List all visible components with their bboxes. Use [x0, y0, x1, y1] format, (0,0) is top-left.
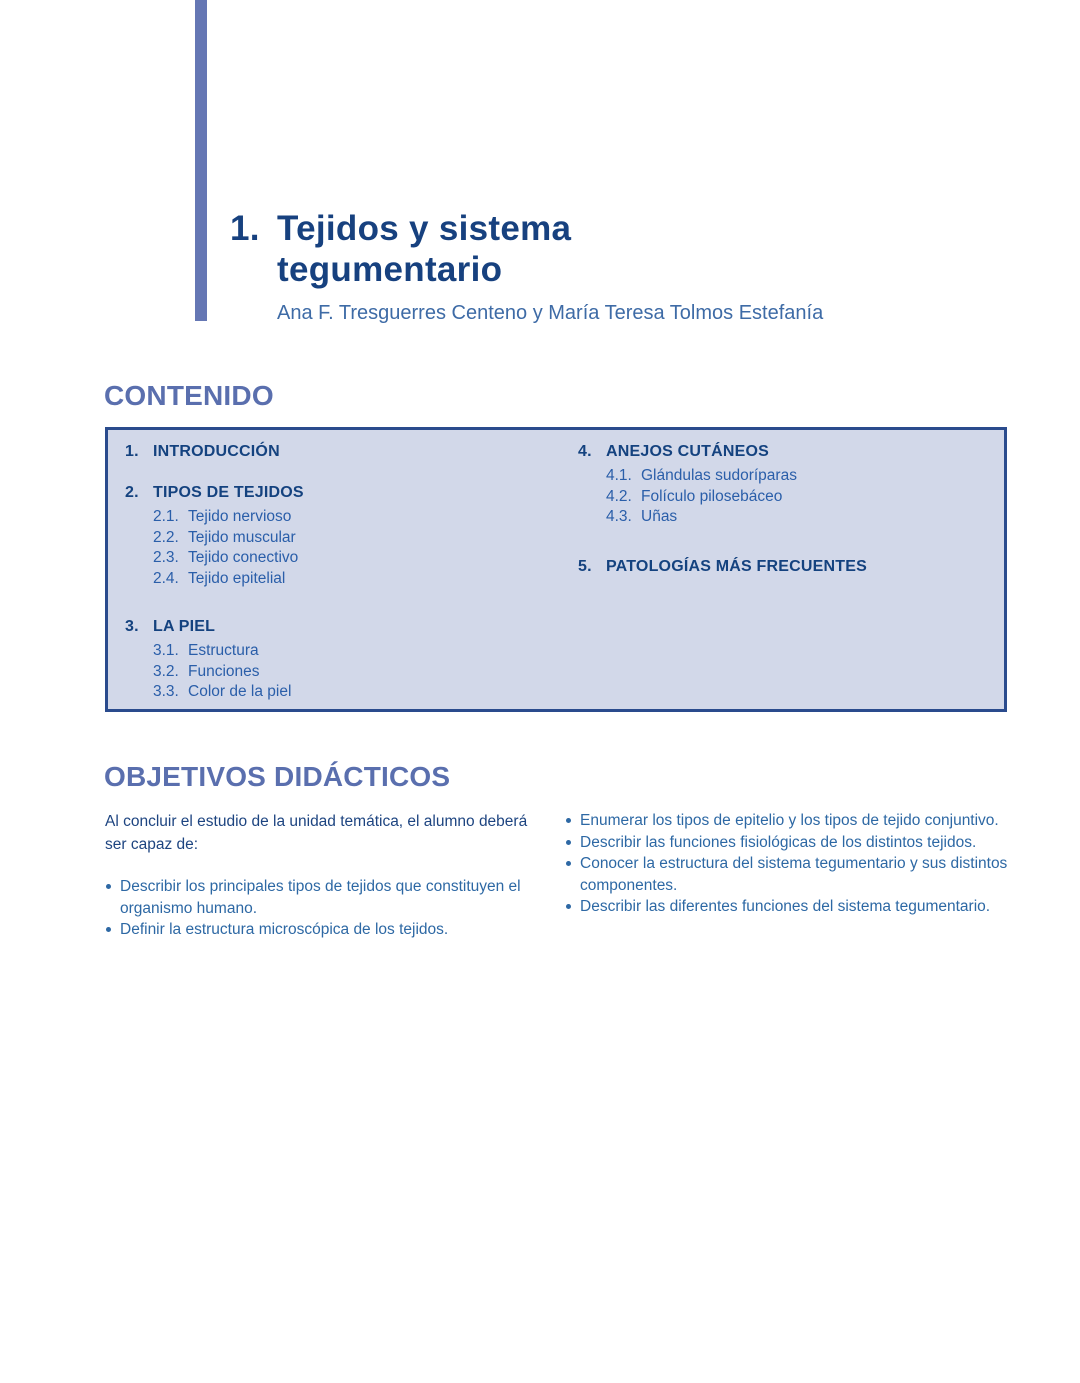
toc-subitems: [606, 466, 998, 528]
bullet-dot-icon: [566, 818, 571, 823]
objetivos-bullets-right: [565, 810, 1023, 918]
chapter-title-text: [277, 208, 571, 290]
toc-item-number: 1.: [125, 443, 139, 460]
objetivos-column-left: [105, 810, 533, 941]
bullet-item: Conocer la estructura del sistema tegumentario y sus distintos componentes.: [565, 853, 1023, 896]
toc-subitem: 2.3. Tejido conectivo: [153, 549, 299, 566]
chapter-title-line1: Tejidos y sistema: [277, 209, 572, 248]
toc-subitem: 4.1. Glándulas sudoríparas: [606, 467, 797, 484]
toc-subitem: 3.1. Estructura: [153, 642, 259, 659]
toc-subitem: 3.2. Funciones: [153, 662, 260, 680]
bullet-item: Describir los principales tipos de tejidos que constituyen el organismo humano.: [105, 876, 533, 919]
bullet-dot-icon: [566, 840, 571, 845]
bullet-item: Definir la estructura microscópica de los tejidos.: [105, 919, 533, 941]
chapter-title-line2: tegumentario: [277, 250, 503, 289]
toc-item-patologias: [578, 557, 998, 577]
objetivos-bullets-left: [105, 876, 533, 941]
chapter-title: [230, 208, 823, 290]
toc-column-left: [125, 442, 565, 703]
toc-subitems: [153, 641, 565, 703]
toc-item-number: 4.: [578, 443, 592, 460]
contenido-heading: CONTENIDO: [104, 380, 274, 411]
toc-item-introduccion: [125, 442, 565, 462]
objetivos-intro: Al concluir el estudio de la unidad temática, el alumno deberá ser capaz de:: [105, 813, 528, 853]
objetivos-heading: OBJETIVOS DIDÁCTICOS: [104, 761, 451, 792]
bullet-item: Describir las diferentes funciones del sistema tegumentario.: [565, 896, 1023, 918]
toc-item-label: ANEJOS CUTÁNEOS: [606, 443, 770, 460]
toc-item-label: INTRODUCCIÓN: [153, 443, 280, 460]
toc-subitem: 3.3. Color de la piel: [153, 683, 292, 700]
toc-subitem: 2.4. Tejido epitelial: [153, 569, 286, 587]
toc-item-la-piel: [125, 617, 565, 703]
bullet-dot-icon: [566, 904, 571, 909]
chapter-authors: Ana F. Tresguerres Centeno y María Teresa Tolmos Estefanía: [277, 302, 824, 324]
toc-box: [105, 427, 1007, 712]
toc-item-number: 2.: [125, 484, 139, 501]
toc-subitem: 4.3. Uñas: [606, 508, 678, 525]
objetivos-column-right: [565, 810, 1023, 918]
toc-column-right: [578, 442, 998, 577]
toc-item-label: PATOLOGÍAS MÁS FRECUENTES: [606, 557, 868, 575]
toc-item-anejos-cutaneos: [578, 442, 998, 528]
toc-item-number: 5.: [578, 557, 592, 575]
toc-subitems: [153, 507, 565, 589]
toc-item-label: TIPOS DE TEJIDOS: [153, 484, 304, 501]
chapter-header: [230, 208, 823, 325]
bullet-item: Describir las funciones fisiológicas de los distintos tejidos.: [565, 832, 1023, 854]
toc-subitem: 2.2. Tejido muscular: [153, 528, 296, 546]
toc-subitem: 4.2. Folículo pilosebáceo: [606, 487, 783, 505]
chapter-accent-bar: [195, 0, 207, 321]
bullet-dot-icon: [106, 927, 111, 932]
chapter-number: 1.: [230, 209, 260, 248]
toc-subitem: 2.1. Tejido nervioso: [153, 508, 292, 525]
toc-item-label: LA PIEL: [153, 618, 216, 635]
toc-item-tipos-de-tejidos: [125, 483, 565, 589]
bullet-item: Enumerar los tipos de epitelio y los tipos de tejido conjuntivo.: [565, 810, 1023, 832]
toc-item-number: 3.: [125, 618, 139, 635]
bullet-dot-icon: [566, 861, 571, 866]
bullet-dot-icon: [106, 884, 111, 889]
